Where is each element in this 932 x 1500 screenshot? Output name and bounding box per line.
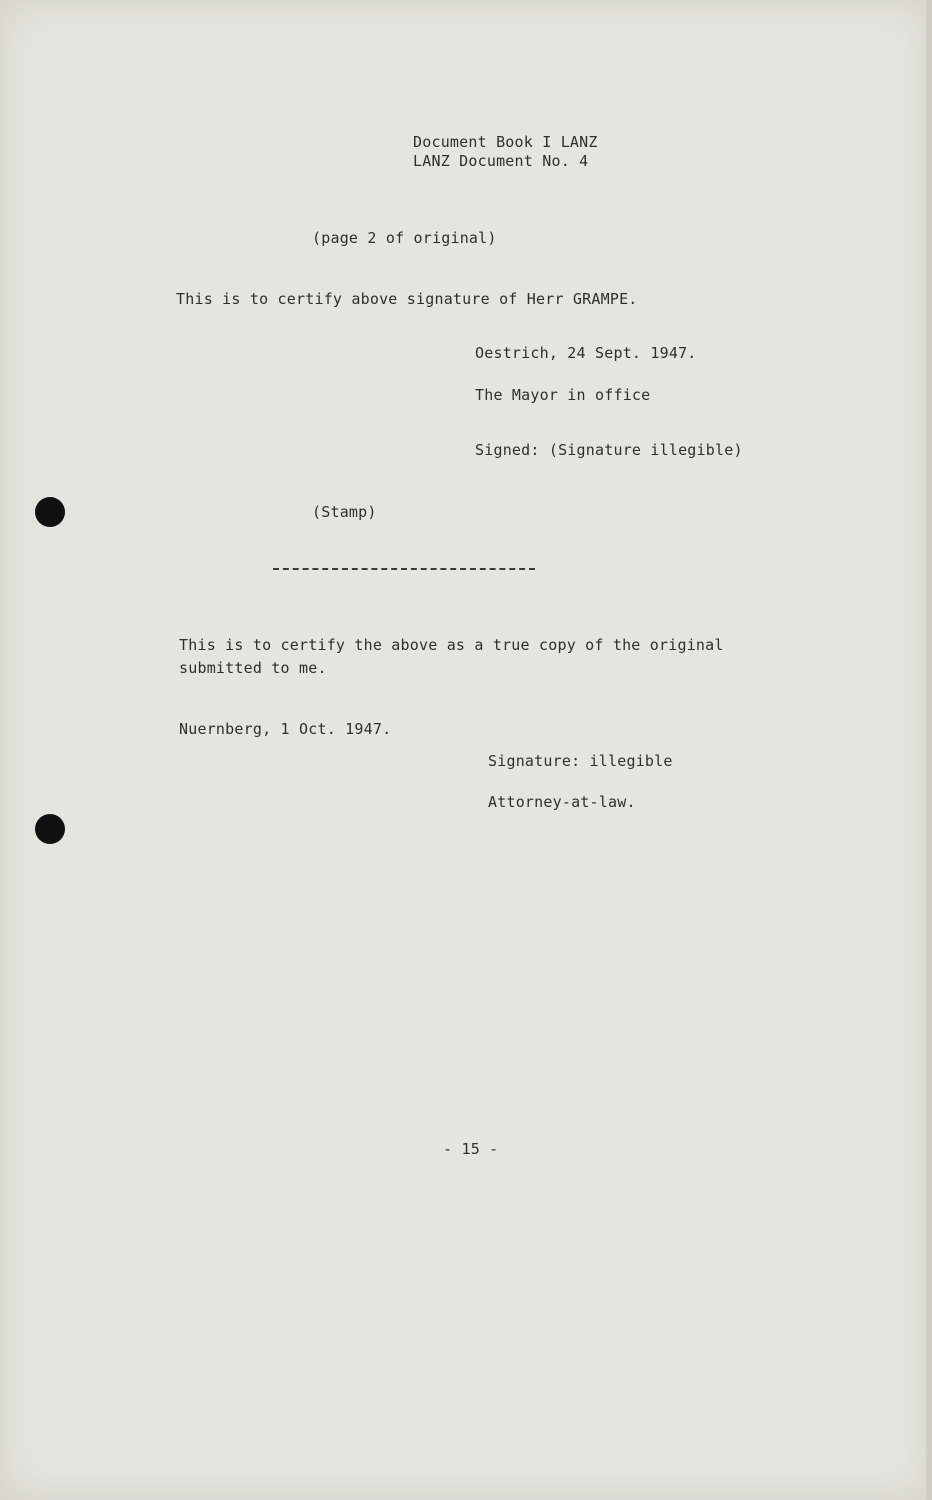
punch-hole-bottom (35, 814, 65, 844)
separator-rule (273, 568, 535, 570)
place-date-nuernberg: Nuernberg, 1 Oct. 1947. (179, 720, 392, 738)
page-number: - 15 - (443, 1140, 499, 1158)
signature-line: Signature: illegible (488, 752, 673, 770)
page-note: (page 2 of original) (312, 229, 497, 247)
header-document-book: Document Book I LANZ (413, 133, 598, 151)
punch-hole-top (35, 497, 65, 527)
place-date-oestrich: Oestrich, 24 Sept. 1947. (475, 344, 697, 362)
header-document-number: LANZ Document No. 4 (413, 152, 589, 170)
signed-line: Signed: (Signature illegible) (475, 441, 743, 459)
attorney-title: Attorney-at-law. (488, 793, 636, 811)
certification-statement: This is to certify above signature of Herr GRAMPE. (176, 290, 638, 308)
page-edge (926, 0, 932, 1500)
true-copy-statement-line2: submitted to me. (179, 659, 327, 677)
mayor-in-office: The Mayor in office (475, 386, 651, 404)
true-copy-statement-line1: This is to certify the above as a true copy of the original (179, 636, 724, 654)
stamp-note: (Stamp) (312, 503, 377, 521)
